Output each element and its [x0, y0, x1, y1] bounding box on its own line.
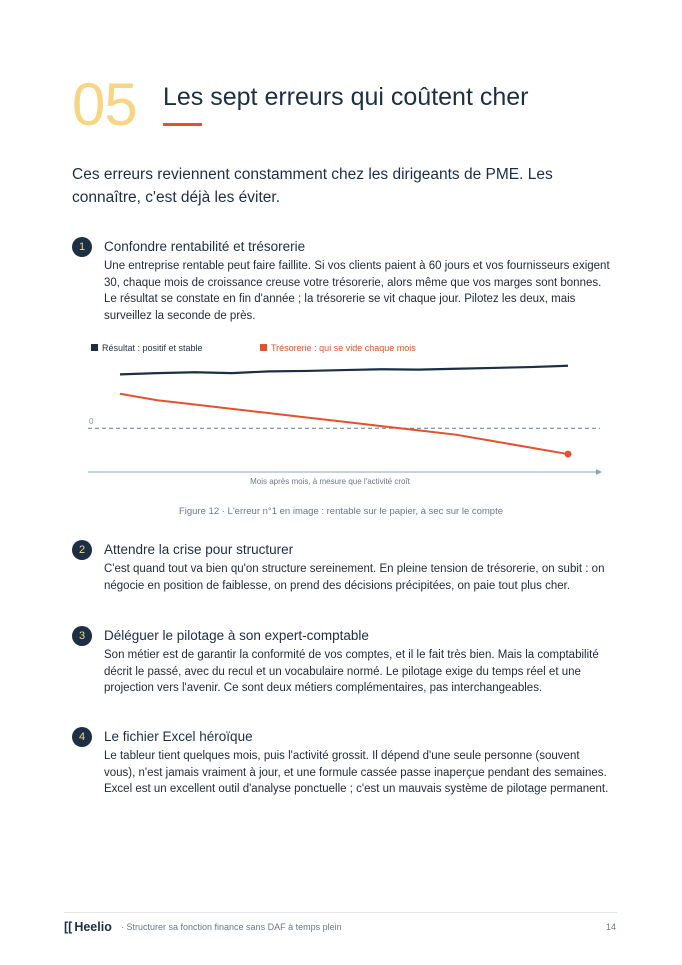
brand-name: Heelio	[74, 920, 112, 934]
title-underline	[163, 123, 202, 126]
item-title: Confondre rentabilité et trésorerie	[104, 239, 306, 254]
item-title: Attendre la crise pour structurer	[104, 542, 294, 557]
logo-mark-icon: [[	[64, 920, 73, 934]
x-axis-arrow	[596, 469, 602, 475]
chapter-number: 05	[72, 71, 137, 138]
footer-divider	[64, 912, 617, 913]
legend-label: Résultat : positif et stable	[102, 343, 203, 353]
item-body: Le tableur tient quelques mois, puis l'activité grossit. Il dépend d'une seule personne (souvent vous), n'est jamais vraiment à jour, et une formule cassée passe inaperçue pendant des semaines. Excel est un excellent outil d'analyse ponctuelle ; c'est un mauvais système de pilotage permanent.	[104, 750, 609, 795]
series-line-tresorerie	[120, 394, 568, 454]
series-end-point	[565, 451, 572, 458]
item-title: Le fichier Excel héroïque	[104, 729, 253, 744]
figure-caption: Figure 12 · L'erreur n°1 en image : rentable sur le papier, à sec sur le compte	[178, 506, 504, 517]
item-title: Déléguer le pilotage à son expert-comptable	[104, 628, 369, 643]
item-number-badge: 4	[72, 727, 92, 747]
zero-tick-label: 0	[89, 417, 94, 427]
item-number-badge: 1	[72, 237, 92, 257]
item-number-badge: 2	[72, 540, 92, 560]
chapter-title: Les sept erreurs qui coûtent cher	[163, 83, 529, 111]
page-number: 14	[606, 922, 617, 932]
item-body: Son métier est de garantir la conformité de vos comptes, et il le fait très bien. Mais la comptabilité décrit le passé, avec du recul et un vocabulaire normé. Le pilotage exige du temps réel et une projection vers l'avenir. Ce sont deux métiers complémentaires, pas interchangeables.	[104, 649, 599, 694]
x-axis-label: Mois après mois, à mesure que l'activité croît	[250, 477, 410, 486]
item-body: Une entreprise rentable peut faire faillite. Si vos clients paient à 60 jours et vos fournisseurs exigent 30, chaque mois de croissance creuse votre trésorerie, alors même que vos marges sont bonnes. Le résultat se constate en fin d'année ; la trésorerie se vit chaque jour. Pilotez les deux, mais surveillez la seconde de près.	[104, 260, 610, 322]
intro-paragraph: Ces erreurs reviennent constamment chez les dirigeants de PME. Les connaître, c'est déjà les éviter.	[72, 166, 553, 206]
brand-logo	[64, 920, 112, 934]
series-line-resultat	[120, 366, 568, 375]
legend-label: Trésorerie : qui se vide chaque mois	[271, 343, 416, 353]
line-chart	[72, 335, 612, 495]
item-number-badge: 3	[72, 626, 92, 646]
footer-title: · Structurer sa fonction finance sans DAF à temps plein	[121, 922, 342, 932]
item-body: C'est quand tout va bien qu'on structure sereinement. En pleine tension de trésorerie, on subit : on négocie en position de faiblesse, on prend des décisions précipitées, on paie tout plus cher.	[104, 563, 605, 592]
